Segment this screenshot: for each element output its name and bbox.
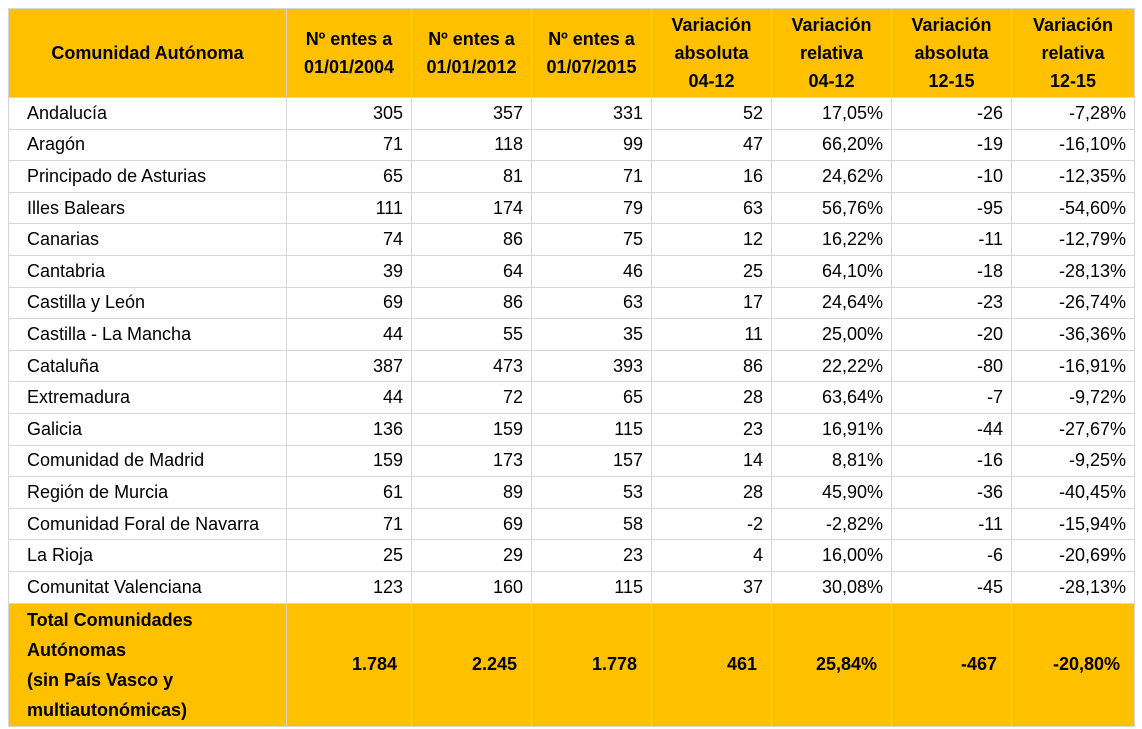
- table-row: [9, 571, 1135, 603]
- value-cell: 115: [532, 413, 652, 445]
- table-row: [9, 319, 1135, 351]
- value-cell: -54,60%: [1012, 192, 1135, 224]
- column-header-line: 12-15: [1049, 71, 1097, 91]
- table-container: [8, 8, 1135, 727]
- value-cell: 8,81%: [772, 445, 892, 477]
- value-cell: 14: [652, 445, 772, 477]
- column-header-line: Nº entes a: [428, 29, 515, 49]
- table-header: [9, 9, 1135, 98]
- value-cell: 118: [412, 129, 532, 161]
- region-name-cell: Castilla y León: [9, 287, 287, 319]
- total-label-line: multiautonómicas): [27, 699, 188, 720]
- value-cell: -28,13%: [1012, 571, 1135, 603]
- region-name-cell: Canarias: [9, 224, 287, 256]
- value-cell: 11: [652, 319, 772, 351]
- value-cell: -10: [892, 161, 1012, 193]
- region-name-cell: Aragón: [9, 129, 287, 161]
- value-cell: -16,91%: [1012, 350, 1135, 382]
- value-cell: -9,72%: [1012, 382, 1135, 414]
- value-cell: -45: [892, 571, 1012, 603]
- value-cell: 387: [287, 350, 412, 382]
- table-row: [9, 508, 1135, 540]
- value-cell: -26,74%: [1012, 287, 1135, 319]
- value-cell: 69: [287, 287, 412, 319]
- column-header-line: Variación: [671, 15, 752, 35]
- total-value-cell: 1.778: [532, 603, 652, 726]
- value-cell: 159: [287, 445, 412, 477]
- region-name-cell: Galicia: [9, 413, 287, 445]
- column-header-line: 01/01/2012: [426, 57, 517, 77]
- value-cell: 71: [287, 508, 412, 540]
- value-cell: -15,94%: [1012, 508, 1135, 540]
- value-cell: 28: [652, 382, 772, 414]
- value-cell: 22,22%: [772, 350, 892, 382]
- value-cell: 305: [287, 98, 412, 130]
- value-cell: 35: [532, 319, 652, 351]
- column-header: [532, 9, 652, 98]
- value-cell: -36: [892, 477, 1012, 509]
- value-cell: 69: [412, 508, 532, 540]
- value-cell: -44: [892, 413, 1012, 445]
- value-cell: -19: [892, 129, 1012, 161]
- value-cell: 24,64%: [772, 287, 892, 319]
- table-row: [9, 350, 1135, 382]
- column-header-line: relativa: [1041, 43, 1105, 63]
- value-cell: 44: [287, 319, 412, 351]
- value-cell: 28: [652, 477, 772, 509]
- total-value-cell: 1.784: [287, 603, 412, 726]
- value-cell: 52: [652, 98, 772, 130]
- value-cell: 39: [287, 255, 412, 287]
- column-header-line: Variación: [1032, 15, 1114, 35]
- value-cell: 53: [532, 477, 652, 509]
- region-name-cell: Cataluña: [9, 350, 287, 382]
- value-cell: 75: [532, 224, 652, 256]
- value-cell: 29: [412, 540, 532, 572]
- value-cell: 23: [532, 540, 652, 572]
- table-row: [9, 192, 1135, 224]
- value-cell: 136: [287, 413, 412, 445]
- column-header: [1012, 9, 1135, 98]
- table-row: [9, 477, 1135, 509]
- table-row: [9, 129, 1135, 161]
- column-header-line: 04-12: [688, 71, 735, 91]
- value-cell: 45,90%: [772, 477, 892, 509]
- total-value-cell: 25,84%: [772, 603, 892, 726]
- region-name-cell: Cantabria: [9, 255, 287, 287]
- value-cell: 174: [412, 192, 532, 224]
- region-name-cell: Comunitat Valenciana: [9, 571, 287, 603]
- region-name-cell: Región de Murcia: [9, 477, 287, 509]
- value-cell: 30,08%: [772, 571, 892, 603]
- region-name-cell: Extremadura: [9, 382, 287, 414]
- column-header-line: Nº entes a: [548, 29, 635, 49]
- column-header: [652, 9, 772, 98]
- column-header-line: absoluta: [674, 43, 749, 63]
- header-row: [9, 9, 1135, 98]
- value-cell: 159: [412, 413, 532, 445]
- value-cell: 473: [412, 350, 532, 382]
- value-cell: -11: [892, 508, 1012, 540]
- value-cell: 63: [652, 192, 772, 224]
- table-row: [9, 540, 1135, 572]
- region-name-cell: Andalucía: [9, 98, 287, 130]
- column-header: [412, 9, 532, 98]
- value-cell: 123: [287, 571, 412, 603]
- region-name-cell: Castilla - La Mancha: [9, 319, 287, 351]
- value-cell: -26: [892, 98, 1012, 130]
- region-name-cell: La Rioja: [9, 540, 287, 572]
- value-cell: 71: [532, 161, 652, 193]
- value-cell: 24,62%: [772, 161, 892, 193]
- value-cell: -28,13%: [1012, 255, 1135, 287]
- value-cell: -16: [892, 445, 1012, 477]
- value-cell: 160: [412, 571, 532, 603]
- value-cell: 357: [412, 98, 532, 130]
- value-cell: 173: [412, 445, 532, 477]
- value-cell: 4: [652, 540, 772, 572]
- table-row: [9, 382, 1135, 414]
- value-cell: 47: [652, 129, 772, 161]
- total-value-cell: 461: [652, 603, 772, 726]
- table-footer: [9, 603, 1135, 726]
- table-row: [9, 161, 1135, 193]
- value-cell: -36,36%: [1012, 319, 1135, 351]
- entes-table: [8, 8, 1135, 727]
- region-name-cell: Illes Balears: [9, 192, 287, 224]
- total-row: [9, 603, 1135, 726]
- value-cell: 66,20%: [772, 129, 892, 161]
- value-cell: 46: [532, 255, 652, 287]
- value-cell: 89: [412, 477, 532, 509]
- value-cell: 12: [652, 224, 772, 256]
- value-cell: 55: [412, 319, 532, 351]
- value-cell: 37: [652, 571, 772, 603]
- column-header-line: Variación: [911, 15, 992, 35]
- value-cell: 16,00%: [772, 540, 892, 572]
- table-row: [9, 224, 1135, 256]
- table-row: [9, 98, 1135, 130]
- value-cell: -16,10%: [1012, 129, 1135, 161]
- value-cell: 65: [287, 161, 412, 193]
- value-cell: 16,91%: [772, 413, 892, 445]
- value-cell: -95: [892, 192, 1012, 224]
- total-value-cell: 2.245: [412, 603, 532, 726]
- value-cell: -7,28%: [1012, 98, 1135, 130]
- value-cell: 71: [287, 129, 412, 161]
- value-cell: 86: [412, 287, 532, 319]
- value-cell: 25: [287, 540, 412, 572]
- region-name-cell: Comunidad Foral de Navarra: [9, 508, 287, 540]
- value-cell: 111: [287, 192, 412, 224]
- total-label-line: Total Comunidades: [27, 609, 193, 630]
- value-cell: 115: [532, 571, 652, 603]
- value-cell: -2: [652, 508, 772, 540]
- total-value-cell: -467: [892, 603, 1012, 726]
- total-label-line: (sin País Vasco y: [27, 669, 174, 690]
- column-header-line: 01/07/2015: [546, 57, 637, 77]
- value-cell: -27,67%: [1012, 413, 1135, 445]
- table-row: [9, 445, 1135, 477]
- value-cell: 63: [532, 287, 652, 319]
- value-cell: -40,45%: [1012, 477, 1135, 509]
- column-header-line: relativa: [799, 43, 864, 63]
- column-header: [9, 9, 287, 98]
- value-cell: -20,69%: [1012, 540, 1135, 572]
- value-cell: 44: [287, 382, 412, 414]
- value-cell: -7: [892, 382, 1012, 414]
- value-cell: 63,64%: [772, 382, 892, 414]
- column-header-line: 04-12: [808, 71, 855, 91]
- value-cell: 56,76%: [772, 192, 892, 224]
- column-header-line: Comunidad Autónoma: [51, 43, 244, 63]
- value-cell: 64,10%: [772, 255, 892, 287]
- value-cell: 86: [412, 224, 532, 256]
- value-cell: -23: [892, 287, 1012, 319]
- column-header-line: 01/01/2004: [303, 57, 395, 77]
- table-row: [9, 255, 1135, 287]
- total-label-cell: [9, 603, 287, 726]
- value-cell: -6: [892, 540, 1012, 572]
- value-cell: -18: [892, 255, 1012, 287]
- total-value-cell: -20,80%: [1012, 603, 1135, 726]
- value-cell: 393: [532, 350, 652, 382]
- value-cell: 25,00%: [772, 319, 892, 351]
- value-cell: -20: [892, 319, 1012, 351]
- table-row: [9, 413, 1135, 445]
- column-header: [287, 9, 412, 98]
- value-cell: 99: [532, 129, 652, 161]
- value-cell: 157: [532, 445, 652, 477]
- value-cell: 25: [652, 255, 772, 287]
- value-cell: 86: [652, 350, 772, 382]
- value-cell: -80: [892, 350, 1012, 382]
- value-cell: 81: [412, 161, 532, 193]
- value-cell: -2,82%: [772, 508, 892, 540]
- value-cell: 61: [287, 477, 412, 509]
- value-cell: -12,79%: [1012, 224, 1135, 256]
- value-cell: 331: [532, 98, 652, 130]
- value-cell: -11: [892, 224, 1012, 256]
- column-header-line: Variación: [791, 15, 872, 35]
- total-label-line: Autónomas: [27, 639, 126, 660]
- value-cell: 65: [532, 382, 652, 414]
- column-header: [892, 9, 1012, 98]
- value-cell: 23: [652, 413, 772, 445]
- column-header-line: Nº entes a: [305, 29, 393, 49]
- value-cell: -12,35%: [1012, 161, 1135, 193]
- column-header-line: 12-15: [928, 71, 975, 91]
- value-cell: 16,22%: [772, 224, 892, 256]
- value-cell: -9,25%: [1012, 445, 1135, 477]
- table-row: [9, 287, 1135, 319]
- region-name-cell: Principado de Asturias: [9, 161, 287, 193]
- table-body: [9, 98, 1135, 604]
- value-cell: 17: [652, 287, 772, 319]
- value-cell: 17,05%: [772, 98, 892, 130]
- value-cell: 58: [532, 508, 652, 540]
- value-cell: 72: [412, 382, 532, 414]
- region-name-cell: Comunidad de Madrid: [9, 445, 287, 477]
- value-cell: 74: [287, 224, 412, 256]
- value-cell: 79: [532, 192, 652, 224]
- column-header: [772, 9, 892, 98]
- column-header-line: absoluta: [914, 43, 989, 63]
- value-cell: 64: [412, 255, 532, 287]
- value-cell: 16: [652, 161, 772, 193]
